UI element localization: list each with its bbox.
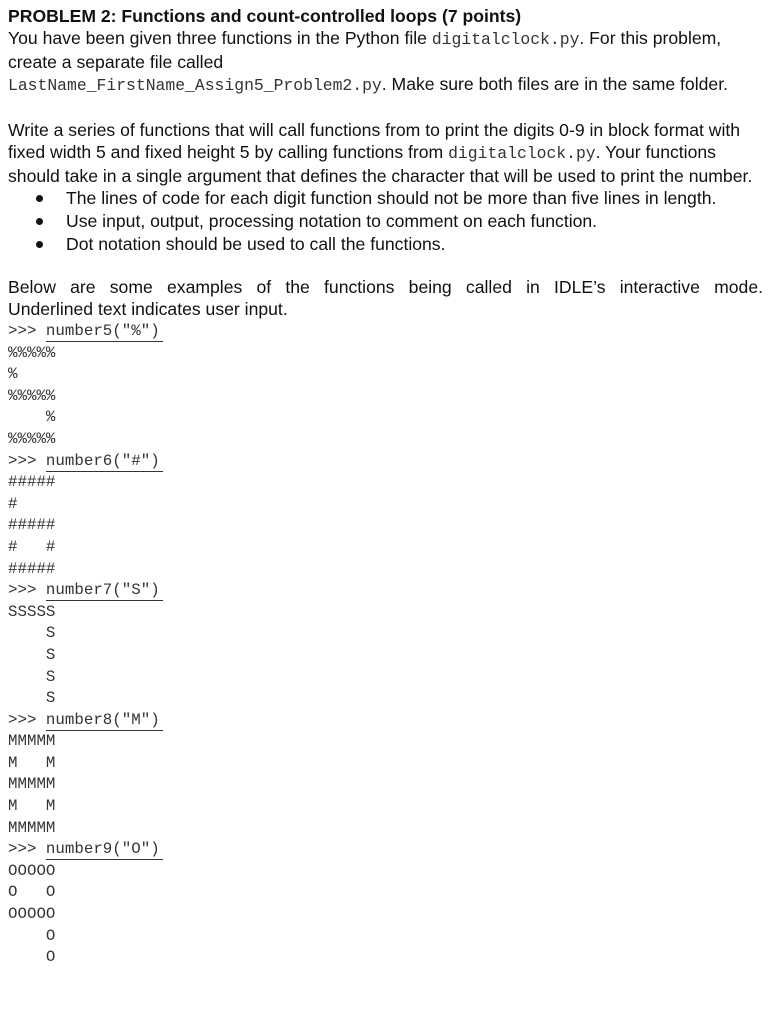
output-line: S xyxy=(8,689,56,708)
output-line: S xyxy=(8,624,56,643)
output-line: # xyxy=(8,494,18,513)
prompt-symbol: >>> xyxy=(8,840,46,859)
task-text-2: . Your functions should take in a single argument that defines the character that will be used to print the number. xyxy=(8,142,753,186)
user-input: number7("S") xyxy=(46,581,163,601)
task-filename: digitalclock.py xyxy=(448,144,596,163)
output-line: ##### xyxy=(8,559,56,578)
prompt-line xyxy=(8,710,763,732)
list-item: The lines of code for each digit function should not be more than five lines in length. xyxy=(8,187,763,210)
intro-text-1: You have been given three functions in the Python file xyxy=(8,28,432,48)
output-line: %%%%% xyxy=(8,343,56,362)
examples-intro-line-1: Below are some examples of the functions being called in IDLE’s interactive mode. xyxy=(8,277,763,297)
prompt-line xyxy=(8,451,763,473)
task-text-1: Write a series of functions that will call functions from to print the digits 0-9 in block format with fixed width 5 and fixed height 5 by calling functions from xyxy=(8,120,741,162)
output-line: ##### xyxy=(8,516,56,535)
output-line: MMMMM xyxy=(8,775,56,794)
list-item: Use input, output, processing notation to comment on each function. xyxy=(8,210,763,233)
problem-heading: PROBLEM 2: Functions and count-controlled loops (7 points) xyxy=(8,6,522,26)
user-input: number5("%") xyxy=(46,322,163,342)
output-line: S xyxy=(8,645,56,664)
output-line: O xyxy=(8,926,56,945)
prompt-line xyxy=(8,321,763,343)
output-line: OOOOO xyxy=(8,861,56,880)
examples-intro-line-2: Underlined text indicates user input. xyxy=(8,299,288,319)
output-line: # # xyxy=(8,537,56,556)
output-line: % xyxy=(8,408,56,427)
user-input: number9("O") xyxy=(46,840,163,860)
output-line: M M xyxy=(8,753,56,772)
output-line: MMMMM xyxy=(8,732,56,751)
intro-text-2: . For this problem, create a separate file called xyxy=(8,28,722,72)
prompt-symbol: >>> xyxy=(8,710,46,729)
intro-text-3: . Make sure both files are in the same folder. xyxy=(381,74,728,94)
prompt-symbol: >>> xyxy=(8,581,46,600)
output-line: S xyxy=(8,667,56,686)
output-line: MMMMM xyxy=(8,818,56,837)
intro-filename-2: LastName_FirstName_Assign5_Problem2.py xyxy=(8,76,382,95)
output-line: %%%%% xyxy=(8,386,56,405)
user-input: number6("#") xyxy=(46,452,163,472)
prompt-line xyxy=(8,839,763,861)
output-line: %%%%% xyxy=(8,429,56,448)
requirements-list xyxy=(8,187,763,256)
prompt-symbol: >>> xyxy=(8,322,46,340)
prompt-line xyxy=(8,580,763,602)
interactive-session xyxy=(8,321,763,969)
output-line: O xyxy=(8,948,56,967)
output-line: M M xyxy=(8,797,56,816)
document-page xyxy=(8,5,763,969)
task-paragraph xyxy=(8,119,763,187)
output-line: ##### xyxy=(8,473,56,492)
output-line: OOOOO xyxy=(8,905,56,924)
bullet-icon xyxy=(36,241,43,248)
output-line: O O xyxy=(8,883,56,902)
intro-paragraph xyxy=(8,27,763,97)
bullet-icon xyxy=(36,218,43,225)
user-input: number8("M") xyxy=(46,711,163,731)
list-item: Dot notation should be used to call the functions. xyxy=(8,233,763,256)
output-line: % xyxy=(8,365,18,384)
prompt-symbol: >>> xyxy=(8,451,46,470)
output-line: SSSSS xyxy=(8,602,56,621)
intro-filename-1: digitalclock.py xyxy=(431,30,580,49)
bullet-icon xyxy=(36,195,43,202)
